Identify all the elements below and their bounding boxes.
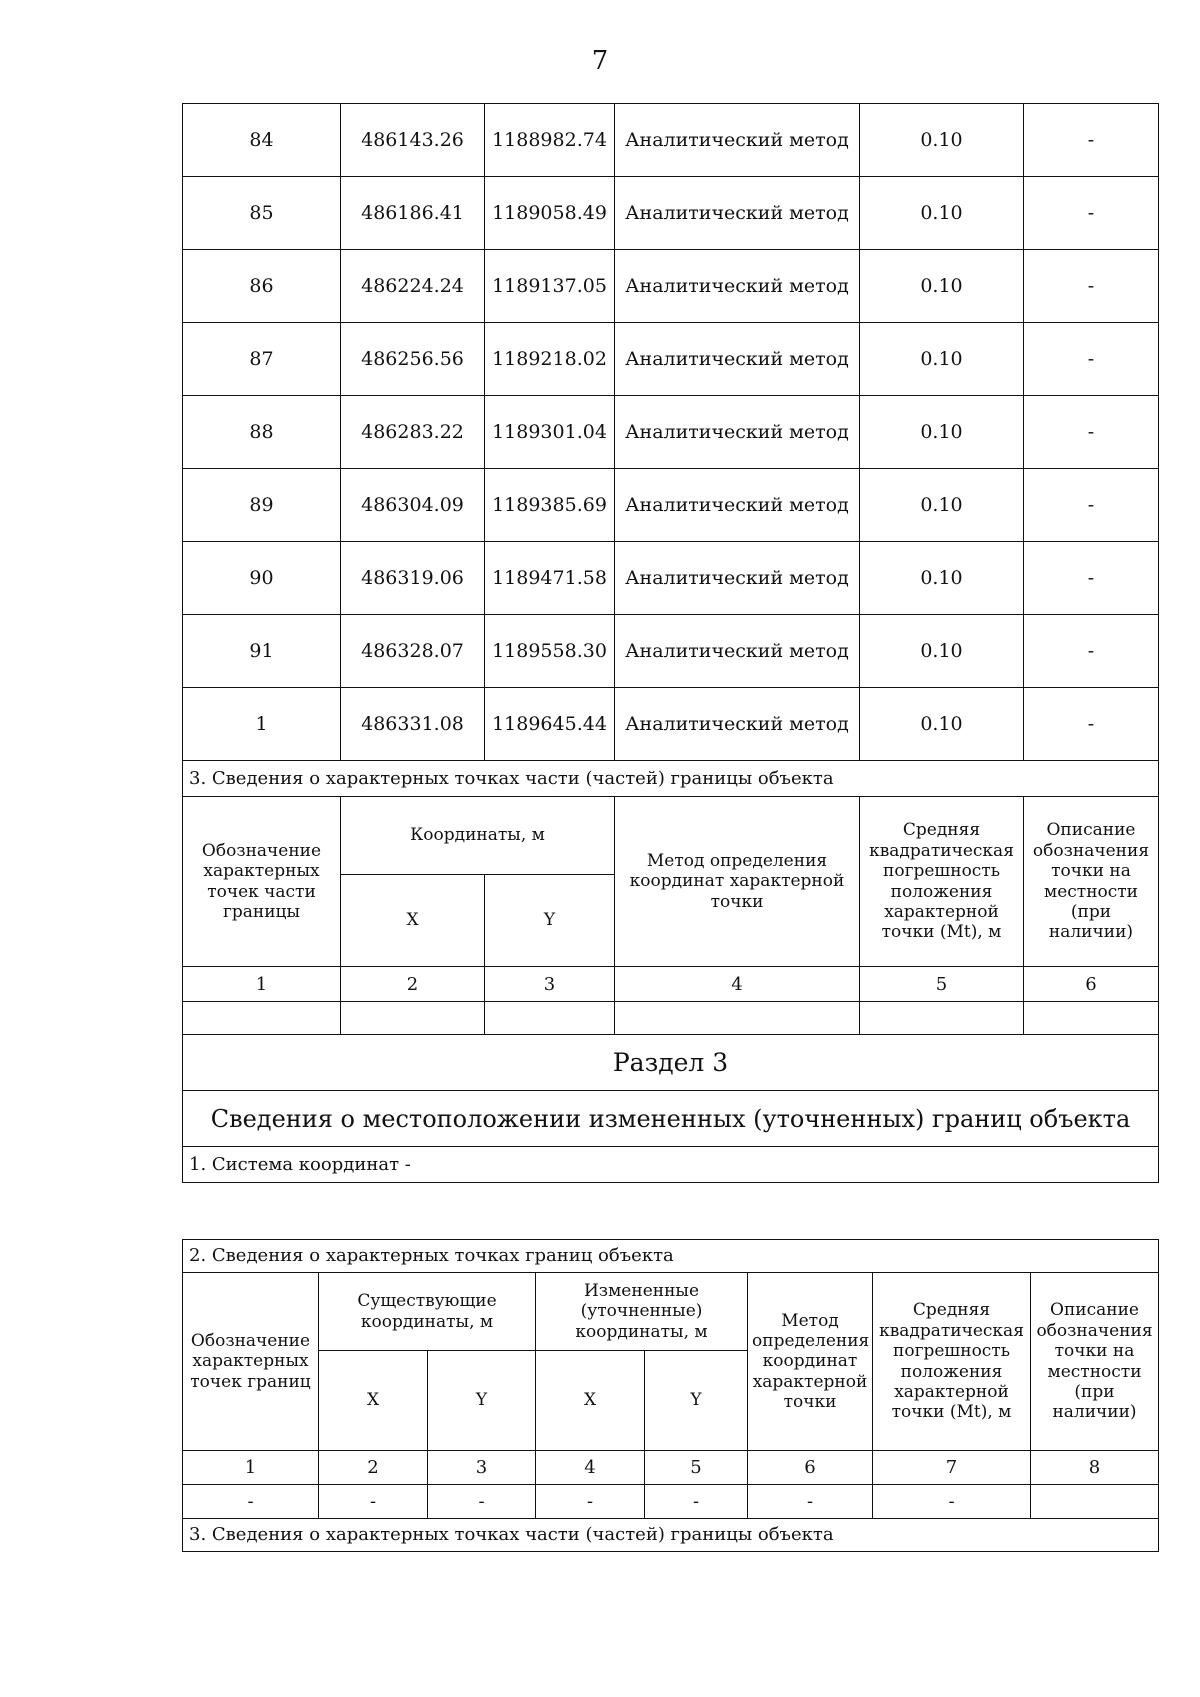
point-desc: -	[1024, 396, 1159, 469]
s3-header-y: Y	[428, 1351, 536, 1451]
dash-cell: -	[183, 1485, 319, 1519]
point-id: 84	[183, 104, 341, 177]
point-id: 91	[183, 615, 341, 688]
table-row	[183, 250, 1159, 323]
col-number: 2	[319, 1451, 428, 1485]
point-y: 1189471.58	[485, 542, 615, 615]
point-y: 1189058.49	[485, 177, 615, 250]
point-method: Аналитический метод	[615, 177, 860, 250]
point-desc: -	[1024, 469, 1159, 542]
table-row	[183, 177, 1159, 250]
s3-header-x-changed: X	[536, 1351, 645, 1451]
point-y: 1189301.04	[485, 396, 615, 469]
table-row	[183, 542, 1159, 615]
header-desc: Описание обозначения точки на местности (при наличии)	[1024, 797, 1159, 967]
point-id: 1	[183, 688, 341, 761]
section3-table	[182, 1239, 1159, 1552]
s3-header-designation: Обозначение характерных точек границ	[183, 1273, 319, 1451]
dash-cell: -	[428, 1485, 536, 1519]
table-row	[183, 469, 1159, 542]
s3-header-mt: Средняя квадратическая погрешность положения характерной точки (Mt), м	[873, 1273, 1031, 1451]
table-row	[183, 396, 1159, 469]
point-x: 486319.06	[341, 542, 485, 615]
points-body	[183, 104, 1159, 761]
point-x: 486328.07	[341, 615, 485, 688]
point-mt: 0.10	[860, 469, 1024, 542]
section3-points-title: 2. Сведения о характерных точках границ объекта	[183, 1240, 1159, 1273]
header-method: Метод определения координат характерной точки	[615, 797, 860, 967]
point-mt: 0.10	[860, 542, 1024, 615]
point-mt: 0.10	[860, 615, 1024, 688]
col-number: 3	[428, 1451, 536, 1485]
point-method: Аналитический метод	[615, 104, 860, 177]
page-number: 7	[591, 46, 609, 76]
empty-cell	[1024, 1002, 1159, 1035]
point-mt: 0.10	[860, 688, 1024, 761]
dash-cell: -	[748, 1485, 873, 1519]
point-mt: 0.10	[860, 323, 1024, 396]
col-number: 3	[485, 967, 615, 1002]
point-method: Аналитический метод	[615, 323, 860, 396]
s3-header-y-changed: Y	[645, 1351, 748, 1451]
col-number: 4	[536, 1451, 645, 1485]
point-desc: -	[1024, 323, 1159, 396]
table-row	[183, 688, 1159, 761]
point-y: 1189645.44	[485, 688, 615, 761]
point-id: 86	[183, 250, 341, 323]
section3-parts-title: 3. Сведения о характерных точках части (частей) границы объекта	[183, 1519, 1159, 1552]
col-number: 2	[341, 967, 485, 1002]
dash-cell: -	[873, 1485, 1031, 1519]
col-number: 6	[1024, 967, 1159, 1002]
col-number: 7	[873, 1451, 1031, 1485]
section3-subtitle: Сведения о местоположении измененных (уточненных) границ объекта	[183, 1091, 1159, 1147]
s3-header-method: Метод определения координат характерной точки	[748, 1273, 873, 1451]
point-method: Аналитический метод	[615, 542, 860, 615]
section3-title: Раздел 3	[183, 1035, 1159, 1091]
point-y: 1189558.30	[485, 615, 615, 688]
empty-cell	[341, 1002, 485, 1035]
col-number: 5	[645, 1451, 748, 1485]
point-y: 1189137.05	[485, 250, 615, 323]
section2-table	[182, 103, 1159, 1183]
point-mt: 0.10	[860, 104, 1024, 177]
point-x: 486256.56	[341, 323, 485, 396]
table-row	[183, 615, 1159, 688]
col-number: 1	[183, 1451, 319, 1485]
empty-cell	[860, 1002, 1024, 1035]
coord-system: 1. Система координат -	[183, 1147, 1159, 1183]
s3-header-desc: Описание обозначения точки на местности (при наличии)	[1031, 1273, 1159, 1451]
point-x: 486304.09	[341, 469, 485, 542]
dash-cell: -	[645, 1485, 748, 1519]
point-desc: -	[1024, 688, 1159, 761]
point-method: Аналитический метод	[615, 469, 860, 542]
point-id: 89	[183, 469, 341, 542]
point-mt: 0.10	[860, 250, 1024, 323]
table-row	[183, 323, 1159, 396]
s3-header-x: X	[319, 1351, 428, 1451]
empty-cell	[183, 1002, 341, 1035]
header-x: X	[341, 875, 485, 967]
table-row	[183, 104, 1159, 177]
point-x: 486143.26	[341, 104, 485, 177]
point-y: 1188982.74	[485, 104, 615, 177]
header-y: Y	[485, 875, 615, 967]
point-method: Аналитический метод	[615, 250, 860, 323]
s3-header-existing: Существующие координаты, м	[319, 1273, 536, 1351]
point-desc: -	[1024, 615, 1159, 688]
col-number: 6	[748, 1451, 873, 1485]
point-y: 1189385.69	[485, 469, 615, 542]
col-number: 4	[615, 967, 860, 1002]
point-x: 486186.41	[341, 177, 485, 250]
point-id: 85	[183, 177, 341, 250]
point-method: Аналитический метод	[615, 688, 860, 761]
header-coords: Координаты, м	[341, 797, 615, 875]
point-x: 486224.24	[341, 250, 485, 323]
point-mt: 0.10	[860, 396, 1024, 469]
col-number: 1	[183, 967, 341, 1002]
col-number: 8	[1031, 1451, 1159, 1485]
header-mt: Средняя квадратическая погрешность положения характерной точки (Mt), м	[860, 797, 1024, 967]
header-designation: Обозначение характерных точек части границы	[183, 797, 341, 967]
point-mt: 0.10	[860, 177, 1024, 250]
point-x: 486283.22	[341, 396, 485, 469]
point-id: 90	[183, 542, 341, 615]
point-y: 1189218.02	[485, 323, 615, 396]
dash-cell: -	[319, 1485, 428, 1519]
point-id: 88	[183, 396, 341, 469]
point-method: Аналитический метод	[615, 615, 860, 688]
point-desc: -	[1024, 250, 1159, 323]
empty-cell	[615, 1002, 860, 1035]
point-method: Аналитический метод	[615, 396, 860, 469]
s3-header-changed: Измененные (уточненные) координаты, м	[536, 1273, 748, 1351]
dash-cell	[1031, 1485, 1159, 1519]
point-desc: -	[1024, 542, 1159, 615]
point-desc: -	[1024, 104, 1159, 177]
empty-cell	[485, 1002, 615, 1035]
parts-title: 3. Сведения о характерных точках части (частей) границы объекта	[183, 761, 1159, 797]
point-desc: -	[1024, 177, 1159, 250]
col-number: 5	[860, 967, 1024, 1002]
dash-cell: -	[536, 1485, 645, 1519]
point-id: 87	[183, 323, 341, 396]
point-x: 486331.08	[341, 688, 485, 761]
